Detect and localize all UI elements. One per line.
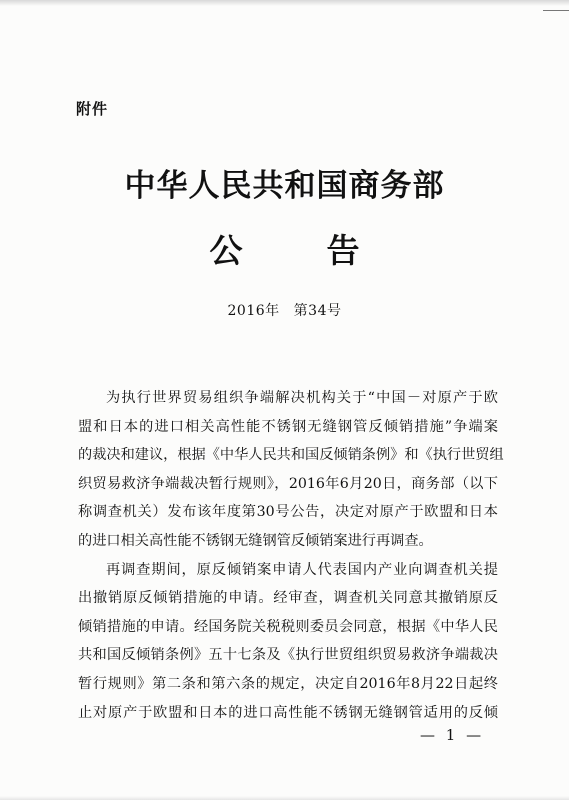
paragraph-line: 为执行世界贸易组织争端解决机构关于“中国－对原产于欧 bbox=[106, 390, 498, 406]
paragraph-line: 盟和日本的进口相关高性能不锈钢无缝钢管反倾销措施”争端案 bbox=[78, 418, 498, 435]
document-type-char-1: 公 bbox=[209, 231, 243, 270]
paragraph-2 bbox=[78, 556, 498, 728]
announcement-number: 第34号 bbox=[293, 303, 342, 319]
paragraph-line: 的裁决和建议，根据《中华人民共和国反倾销条例》和《执行世贸组 bbox=[78, 447, 504, 464]
organization-title: 中华人民共和国商务部 bbox=[124, 168, 445, 204]
paragraph-line: 再调查期间，原反倾销案申请人代表国内产业向调查机关提 bbox=[106, 561, 498, 578]
paragraph-line: 止对原产于欧盟和日本的进口高性能不锈钢无缝钢管适用的反倾 bbox=[78, 704, 498, 721]
paragraph-line: 称调查机关）发布该年度第30号公告，决定对原产于欧盟和日本 bbox=[78, 504, 498, 521]
paragraph-line: 共和国反倾销条例》五十七条及《执行世贸组织贸易救济争端裁决 bbox=[78, 647, 498, 664]
body-text bbox=[78, 384, 504, 727]
paragraph-1 bbox=[78, 384, 504, 556]
attachment-label: 附件 bbox=[76, 100, 109, 118]
paragraph-line: 倾销措施的申请。经国务院关税税则委员会同意，根据《中华人民 bbox=[78, 618, 498, 635]
scan-bottom-edge bbox=[0, 796, 569, 800]
paragraph-line: 暂行规则》第二条和第六条的规定，决定自2016年8月22日起终 bbox=[78, 675, 498, 692]
document-type-heading bbox=[0, 225, 569, 272]
document-type-char-2: 告 bbox=[326, 231, 360, 270]
page-number: — 1 — bbox=[420, 726, 485, 744]
document-year: 2016年 bbox=[227, 303, 280, 319]
paragraph-line: 的进口相关高性能不锈钢无缝钢管反倾销案进行再调查。 bbox=[78, 532, 433, 549]
paragraph-line: 出撤销原反倾销措施的申请。经审查，调查机关同意其撤销原反 bbox=[78, 590, 498, 607]
document-number bbox=[0, 300, 569, 320]
scan-corner-mark bbox=[543, 0, 569, 11]
scan-top-edge bbox=[0, 0, 569, 6]
paragraph-line: 织贸易救济争端裁决暂行规则》，2016年6月20日，商务部（以下 bbox=[78, 475, 498, 492]
